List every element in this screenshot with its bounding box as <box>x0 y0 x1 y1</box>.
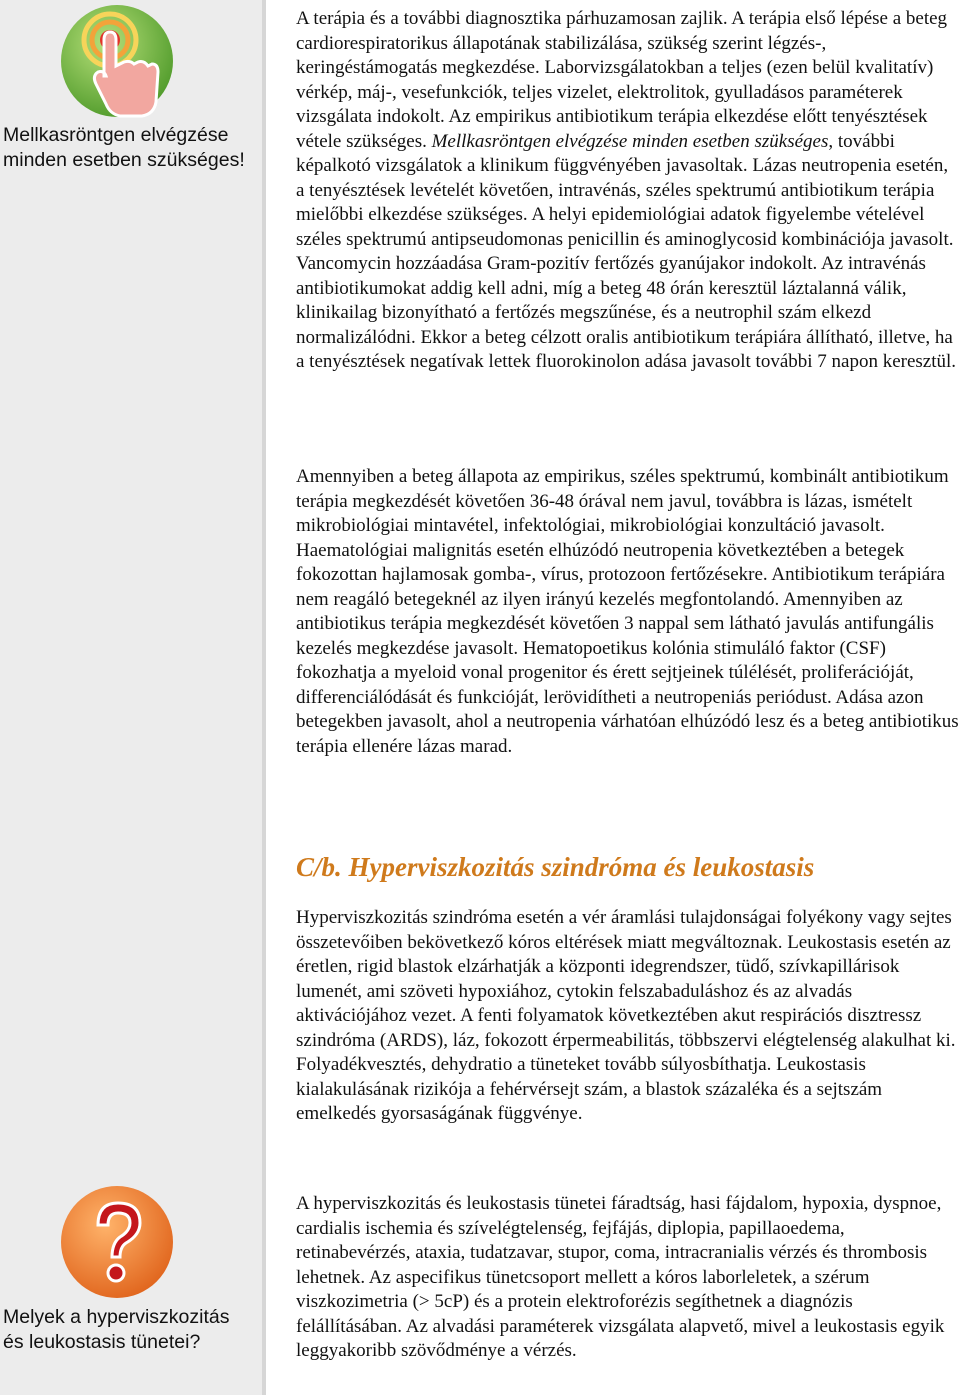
sidebar-note-chest-xray: Mellkasröntgen elvégzése minden esetben szükséges! <box>3 124 245 171</box>
therapy-text-a: A terápia és a további diagnosztika párhuzamosan zajlik. A terápia első lépése a beteg cardiorespiratorikus állapotának stabilizálása, szükség szerint légzés-, keringéstámogatás megkezdése. Laborvizsgálatokban a teljes (ezen belül kvalitatív) vérkép, máj-, vesefunkciók, teljes vizelet, elektrolitok, gyulladásos paraméterek vizsgálata indokolt. Az empirikus antibiotikum terápia elkezdése előtt tenyésztések vétele szükséges. <box>296 8 948 152</box>
therapy-text-b: , további képalkotó vizsgálatok a klinikum függvényében javasoltak. Lázas neutropenia esetén, a tenyésztések levételét követően, intravénás, széles spektrumú antibiotikum terápia mielőbbi elkezdése szükséges. A helyi epidemiológiai adatok figyelembe vételével széles spektrumú antipseudomonas penicillin és aminoglycosid kombinációja javasolt. Vancomycin hozzáadása Gram-pozitív fertőzés gyanújakor indokolt. Az intravénás antibiotikumokat addig kell adni, míg a beteg 48 órán keresztül láztalanná válik, klinikailag bizonyítható a fertőzés megszűnése, és a neutrophil szám elkezd normalizálódni. Ekkor a beteg célzott oralis antibiotikum terápiára állítható, illetve, ha a tenyésztések negatívak lettek fluorokinolon adása javasolt további 7 napon keresztül. <box>296 130 957 372</box>
section-hyperviscosity <box>296 906 960 1127</box>
column-divider <box>262 0 266 1395</box>
section-therapy-continued <box>296 465 960 759</box>
question-mark-icon <box>58 1183 176 1301</box>
touch-hand-icon <box>58 2 176 120</box>
section-hyperviscosity-symptoms <box>296 1192 960 1364</box>
section-heading-hyperviscosity: C/b. Hyperviszkozitás szindróma és leukostasis <box>296 852 815 882</box>
therapy-paragraph-2: Amennyiben a beteg állapota az empirikus, széles spektrumú, kombinált antibiotikum terápia megkezdését követően 36-48 órával nem javul, továbbra is lázas, ismételt mikrobiológiai mintavétel, infektológiai, mikrobiológiai konzultáció javasolt. Haematológiai malignitás esetén elhúzódó neutropenia következtében a betegek fokozottan hajlamosak gomba-, vírus, protozoon fertőzésekre. Antibiotikum terápiára nem reagáló betegeknél az ilyen irányú kezelés megfontolandó. Amennyiben az antibiotikus terápia megkezdését követően 3 nappal sem látható javulás antifungális kezelés megkezdése javasolt. Hematopoetikus kolónia stimuláló faktor (CSF) fokozhatja a myeloid vonal progenitor és érett sejtjeinek túlélését, proliferációját, differenciálódását és funkcióját, lerövidítheti a neutropeniás periódust. Adása azon betegekben javasolt, ahol a neutropenia várhatóan elhúzódó lesz és a beteg antibiotikus terápia ellenére lázas marad. <box>296 466 959 757</box>
section-therapy <box>296 7 960 375</box>
hyperviscosity-paragraph-1: Hyperviszkozitás szindróma esetén a vér áramlási tulajdonságai folyékony vagy sejtes összetevőiben bekövetkező kóros eltérések miatt megváltoznak. Leukostasis esetén az éretlen, rigid blastok elzárhatják a központi idegrendszer, tüdő, szívkapillárisok lumenét, ami szöveti hypoxiához, cytokin felszabaduláshoz és az alvadás aktivációjához vezet. A fenti folyamatok következtében akut respirációs disztressz szindróma (ARDS), láz, fokozott érpermeabilitás, többszervi elégtelenség alakulhat ki. Folyadékvesztés, dehydratio a tüneteket tovább súlyosbíthatja. Leukostasis kialakulásának rizikója a fehérvérsejt szám, a blastok százaléka és a sejtszám emelkedés gyorsaságának függvénye. <box>296 907 956 1124</box>
hyperviscosity-paragraph-2: A hyperviszkozitás és leukostasis tünetei fáradtság, hasi fájdalom, hypoxia, dyspnoe, cardialis ischemia és szívelégtelenség, fejfájás, diplopia, papillaoedema, retinabevérzés, ataxia, tudatzavar, stupor, coma, intracranialis vérzés és thrombosis lehetnek. Az aspecifikus tünetcsoport mellett a kóros laborleletek, a szérum viszkozimetria (> 5cP) és a protein elektroforézis segíthetnek a diagnózis felállításában. Az alvadási paraméterek vizsgálata alapvető, mivel a leukostasis egyik leggyakoribb szövődménye a vérzés. <box>296 1193 945 1361</box>
therapy-paragraph-1 <box>296 7 960 375</box>
therapy-emphasis: Mellkasröntgen elvégzése minden esetben szükséges <box>431 130 829 152</box>
sidebar-note-symptoms-question: Melyek a hyperviszkozitás és leukostasis tünetei? <box>3 1306 230 1353</box>
